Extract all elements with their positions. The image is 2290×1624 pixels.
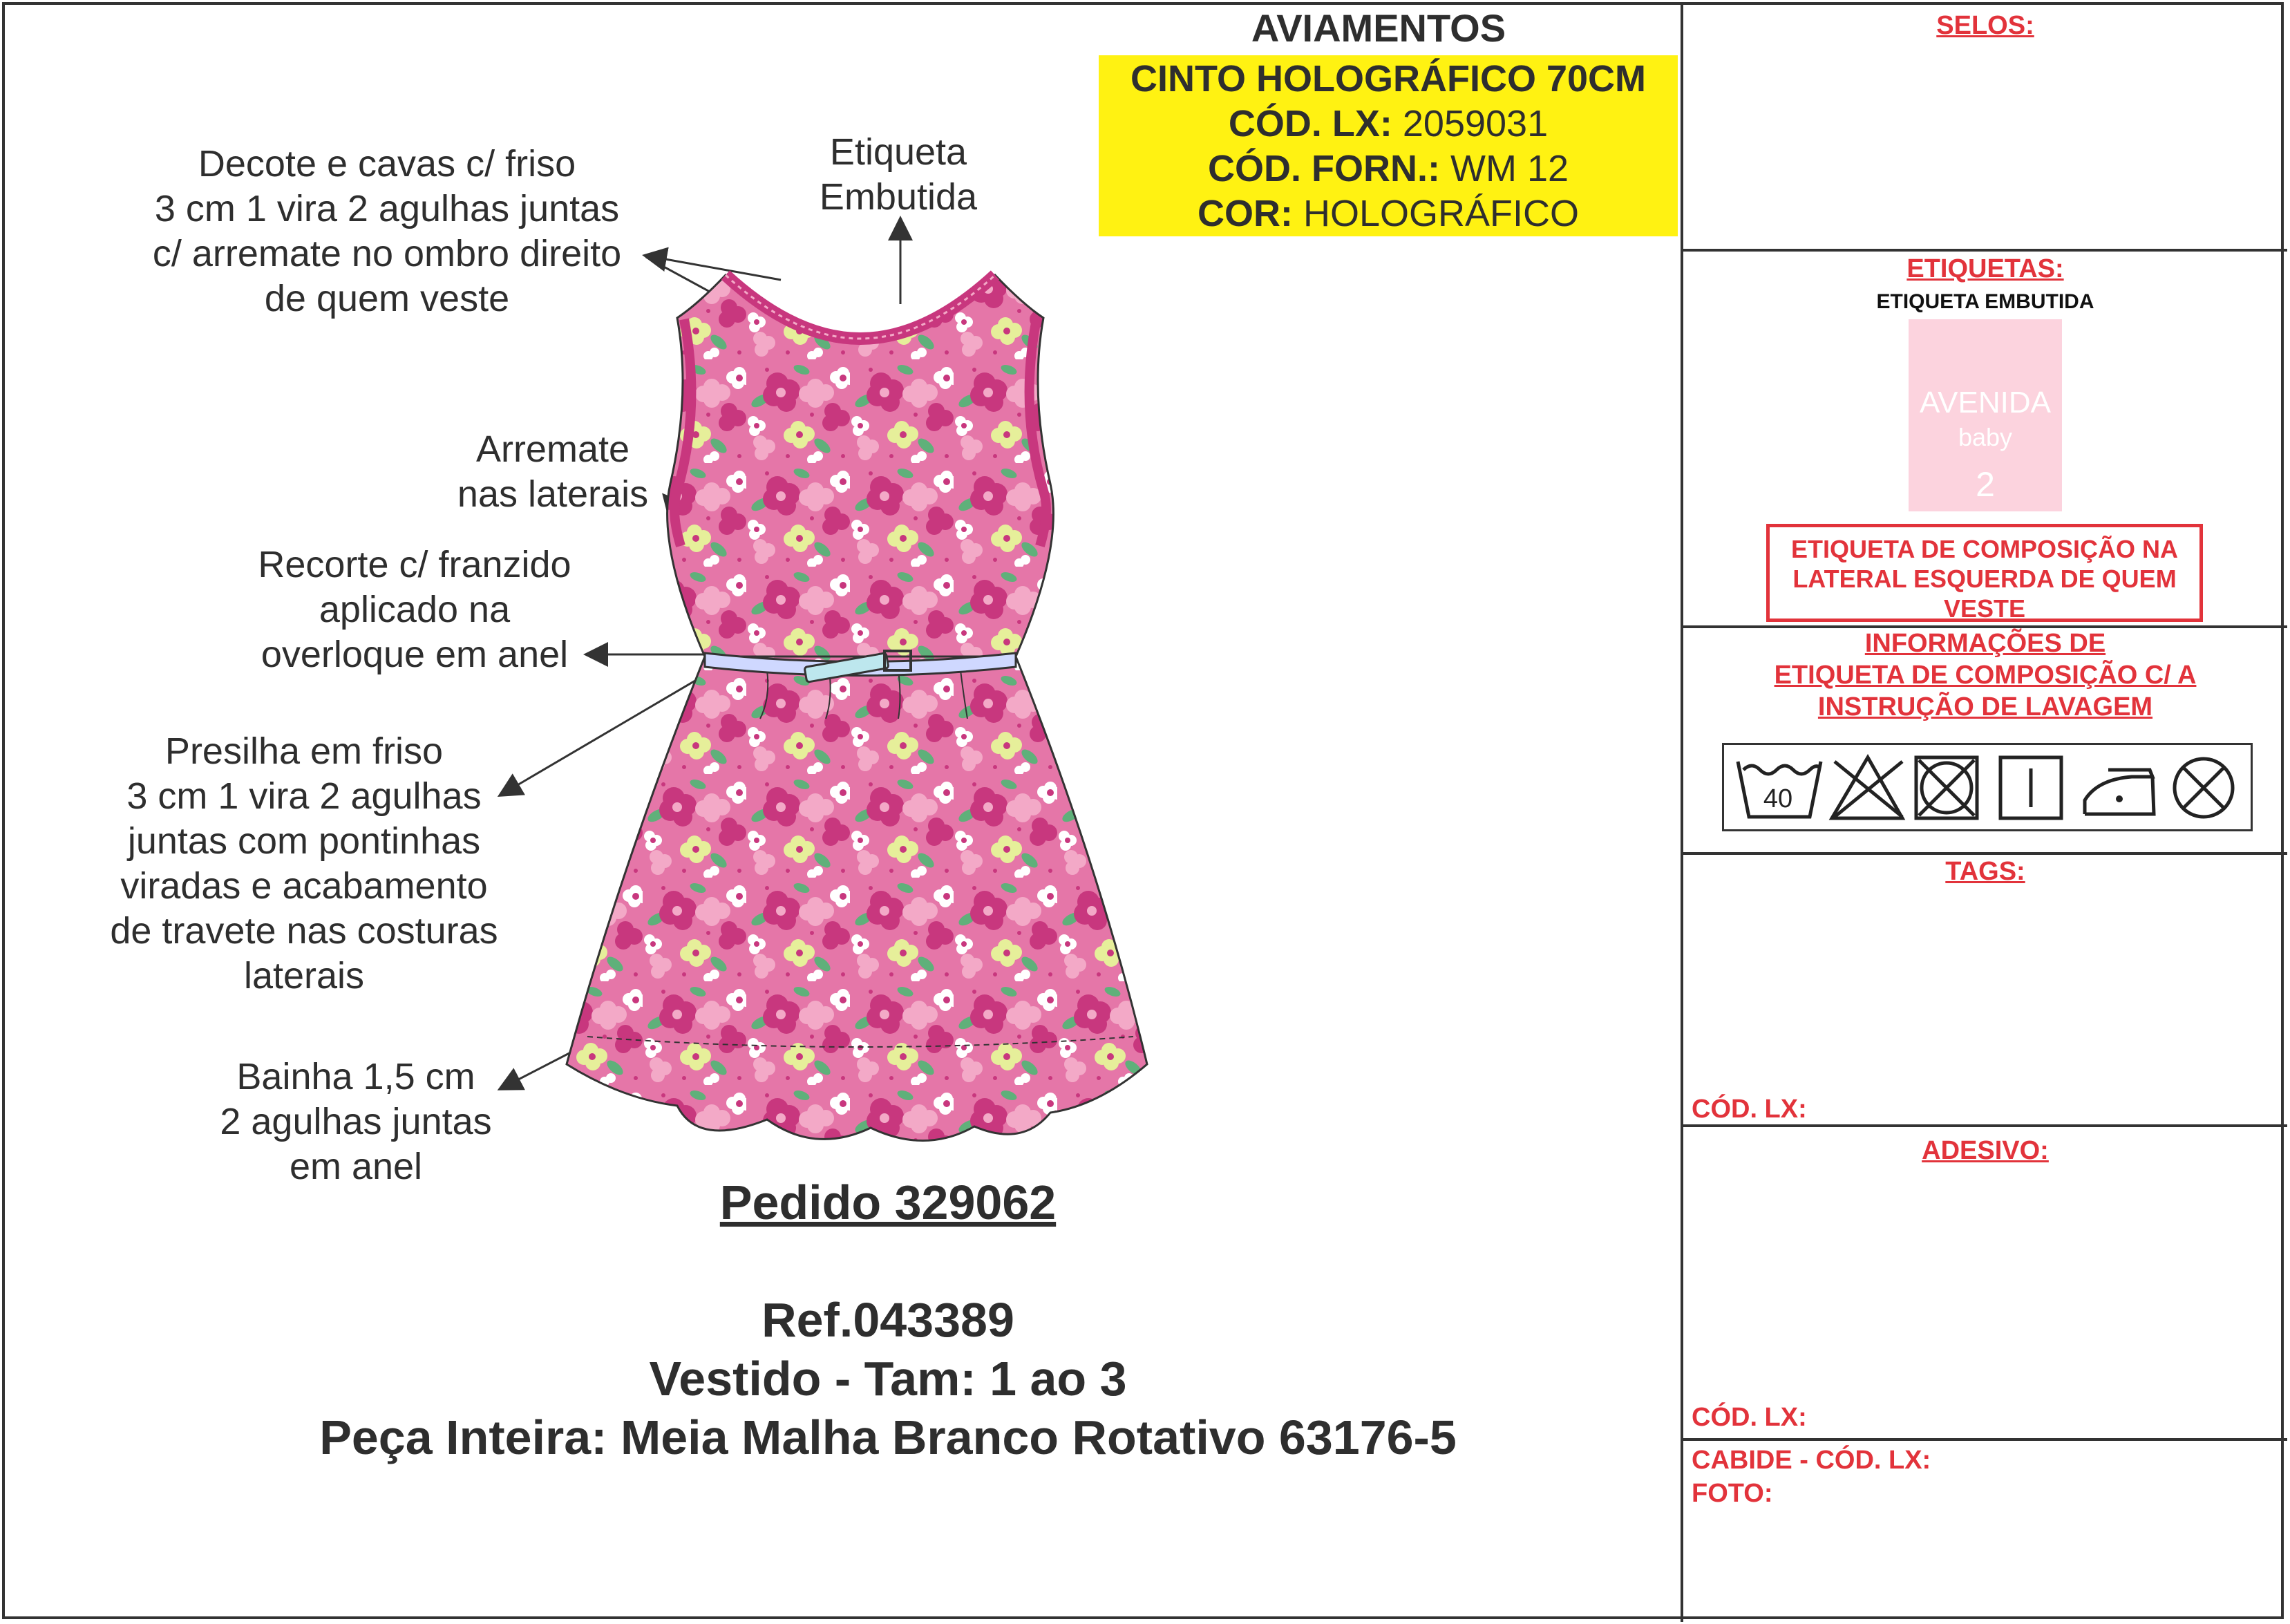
brand-label xyxy=(1909,319,2062,511)
divider-selos xyxy=(1681,249,2287,252)
tags-title: TAGS: xyxy=(1945,857,2025,886)
cabide-cod-lx: CABIDE - CÓD. LX: xyxy=(1692,1446,1931,1475)
no-bleach-icon xyxy=(1832,757,1902,818)
no-tumble-dry-icon xyxy=(1916,757,1977,818)
product-description: Vestido - Tam: 1 ao 3 xyxy=(649,1352,1127,1406)
panel-divider xyxy=(1681,2,1683,1622)
wash-temp: 40 xyxy=(1763,784,1793,813)
note-etiqueta: Etiqueta Embutida xyxy=(819,131,978,218)
adesivo-cod-lx: CÓD. LX: xyxy=(1692,1403,1807,1432)
label-size: 2 xyxy=(1976,465,1995,504)
reference: Ref.043389 xyxy=(761,1293,1014,1347)
composicao-box: ETIQUETA DE COMPOSIÇÃO NA LATERAL ESQUERDA DE QUEM VESTE xyxy=(1766,524,2203,622)
iron-low-icon xyxy=(2085,770,2154,814)
cor-label: COR: xyxy=(1197,193,1293,234)
fabric-description: Peça Inteira: Meia Malha Branco Rotativo 63176-5 xyxy=(319,1410,1457,1464)
note-bainha: Bainha 1,5 cm 2 agulhas juntas em anel xyxy=(220,1056,492,1187)
etiquetas-title: ETIQUETAS: xyxy=(1906,254,2064,283)
divider-informacoes xyxy=(1681,852,2287,855)
no-dry-clean-icon xyxy=(2175,759,2233,817)
label-sub: baby xyxy=(1958,423,2013,451)
aviamentos-title: AVIAMENTOS xyxy=(1251,6,1506,50)
cod-lx-value: 2059031 xyxy=(1402,103,1549,144)
care-symbols xyxy=(1722,743,2253,831)
label-brand: AVENIDA xyxy=(1920,386,2051,419)
selos-title: SELOS: xyxy=(1936,11,2034,40)
cod-lx-label: CÓD. LX: xyxy=(1228,103,1392,144)
note-decote: Decote e cavas c/ friso 3 cm 1 vira 2 agulhas juntas c/ arremate no ombro direito de quem veste xyxy=(152,143,622,319)
divider-adesivo xyxy=(1681,1438,2287,1441)
cod-forn-value: WM 12 xyxy=(1450,148,1569,189)
order-number: Pedido 329062 xyxy=(719,1175,1057,1229)
dress-illustration xyxy=(539,256,1230,1154)
aviamentos-box xyxy=(1099,55,1678,236)
etiqueta-embutida-label: ETIQUETA EMBUTIDA xyxy=(1876,290,2094,313)
cod-forn-label: CÓD. FORN.: xyxy=(1207,148,1440,189)
cor-value: HOLOGRÁFICO xyxy=(1303,193,1580,234)
line-dry-icon xyxy=(2000,757,2061,818)
foto-label: FOTO: xyxy=(1692,1479,1773,1508)
note-arremate: Arremate nas laterais xyxy=(457,428,649,515)
aviamentos-item: CINTO HOLOGRÁFICO 70CM xyxy=(1130,58,1647,100)
note-recorte: Recorte c/ franzido aplicado na overloque em anel xyxy=(258,544,571,675)
tags-cod-lx: CÓD. LX: xyxy=(1692,1095,1807,1124)
adesivo-title: ADESIVO: xyxy=(1922,1136,2049,1165)
note-presilha: Presilha em friso 3 cm 1 vira 2 agulhas juntas com pontinhas viradas e acabamento de travete nas costuras laterais xyxy=(110,730,498,997)
informacoes-title: INFORMAÇÕES DE ETIQUETA DE COMPOSIÇÃO C/ A INSTRUÇÃO DE LAVAGEM xyxy=(1774,629,2197,721)
